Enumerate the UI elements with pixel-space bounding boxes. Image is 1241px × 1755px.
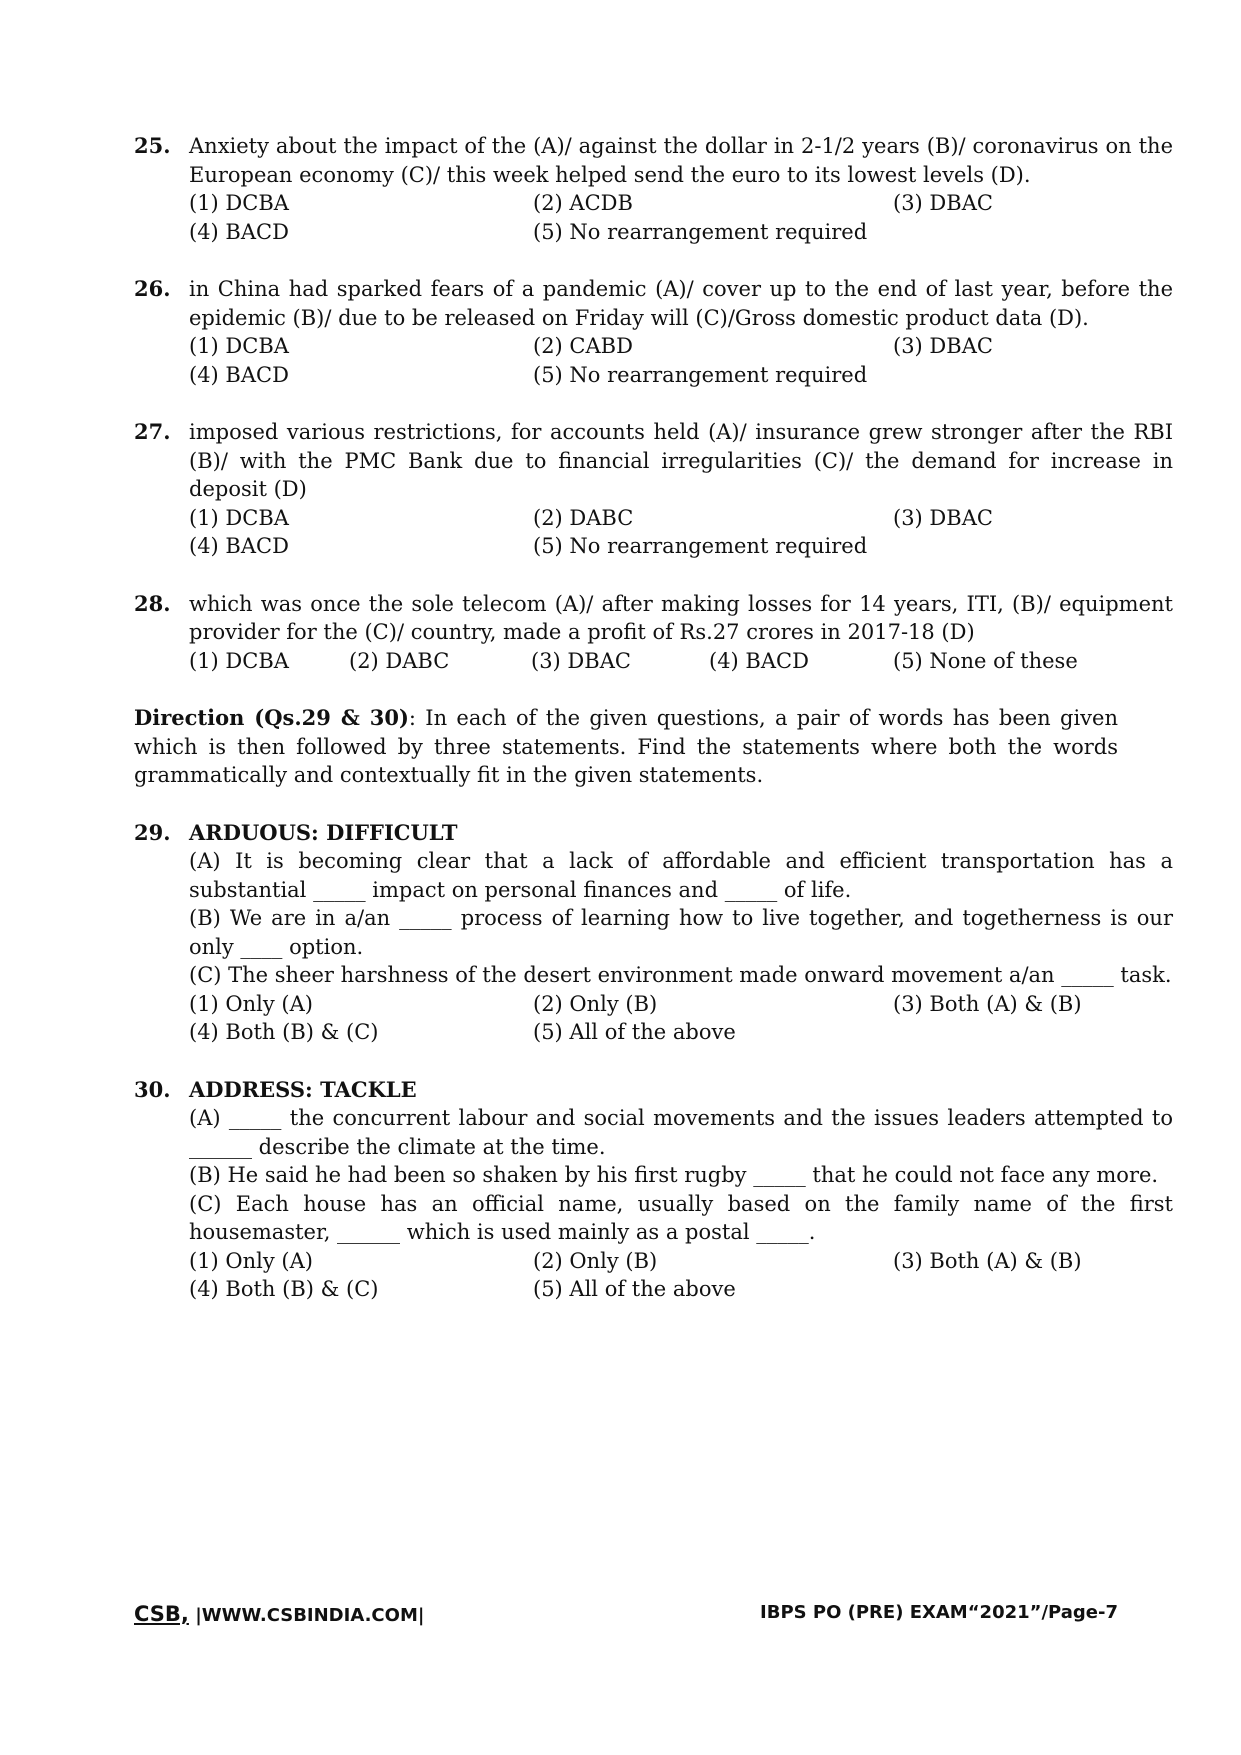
statement: (A) _____ the concurrent labour and social movements and the issues leaders attempted to ______ describe the climate at the time. <box>189 1106 1173 1159</box>
option: (4) Both (B) & (C) <box>189 1020 379 1044</box>
option: (3) DBAC <box>893 191 993 215</box>
question-28 <box>134 590 1173 676</box>
option: (5) All of the above <box>533 1277 736 1301</box>
option: (2) DABC <box>533 505 634 530</box>
option: (5) No rearrangement required <box>533 219 868 244</box>
direction-text <box>134 704 1118 790</box>
question-text: which was once the sole telecom (A)/ after making losses for 14 years, ITI, (B)/ equipment provider for the (C)/ country, made a profit of Rs.27 crores in 2017-18 (D) <box>189 591 1173 644</box>
option: (2) Only (B) <box>533 991 658 1016</box>
word-pair-heading: ARDUOUS: DIFFICULT <box>189 819 458 845</box>
option: (1) DCBA <box>189 191 289 215</box>
option: (5) None of these <box>893 648 1078 673</box>
footer-exam: IBPS PO (PRE) EXAM“2021”/Page-7 <box>760 1602 1118 1623</box>
question-number: 27. <box>134 419 171 444</box>
option: (2) ACDB <box>533 191 633 215</box>
option: (2) Only (B) <box>533 1248 658 1273</box>
option: (5) All of the above <box>533 1020 736 1044</box>
word-pair-heading: ADDRESS: TACKLE <box>189 1076 417 1102</box>
option: (1) DCBA <box>189 505 289 530</box>
question-text: imposed various restrictions, for accounts held (A)/ insurance grew stronger after the RBI (B)/ with the PMC Bank due to financial irregularities (C)/ the demand for increase in deposit (D) <box>189 420 1173 501</box>
option: (3) Both (A) & (B) <box>893 1248 1082 1273</box>
question-number: 26. <box>134 276 171 301</box>
option: (1) Only (A) <box>189 1248 313 1273</box>
statement: (C) Each house has an official name, usually based on the family name of the first housemaster, ______ which is used mainly as a postal _____. <box>189 1191 1173 1244</box>
footer-brand <box>134 1602 424 1626</box>
question-25 <box>134 132 1173 246</box>
direction-label: Direction (Qs.29 & 30) <box>134 705 409 730</box>
option: (4) BACD <box>189 362 289 387</box>
option: (4) BACD <box>189 534 289 558</box>
statement: (A) It is becoming clear that a lack of affordable and efficient transportation has a substantial _____ impact on personal finances and _____ of life. <box>189 849 1173 902</box>
statement: (B) We are in a/an _____ process of learning how to live together, and togetherness is our only ____ option. <box>189 906 1173 959</box>
option: (3) DBAC <box>893 505 993 530</box>
option: (3) DBAC <box>531 648 631 673</box>
question-26 <box>134 275 1173 389</box>
option: (5) No rearrangement required <box>533 362 868 387</box>
options <box>189 189 1173 246</box>
question-text: Anxiety about the impact of the (A)/ against the dollar in 2-1/2 years (B)/ coronavirus on the European economy (C)/ this week helped send the euro to its lowest levels (D). <box>189 134 1173 187</box>
option: (2) DABC <box>349 648 450 673</box>
option: (1) Only (A) <box>189 991 313 1016</box>
statement: (B) He said he had been so shaken by his first rugby _____ that he could not face any more. <box>189 1163 1159 1187</box>
statement: (C) The sheer harshness of the desert environment made onward movement a/an _____ task. <box>189 963 1172 987</box>
options <box>189 504 1173 561</box>
exam-page <box>134 132 1173 1304</box>
option: (3) Both (A) & (B) <box>893 991 1082 1016</box>
option: (2) CABD <box>533 334 633 358</box>
page-footer <box>134 1602 1118 1626</box>
question-number: 25. <box>134 133 171 158</box>
question-number: 28. <box>134 590 171 616</box>
option: (4) BACD <box>709 648 809 673</box>
options <box>189 332 1173 389</box>
question-text: in China had sparked fears of a pandemic (A)/ cover up to the end of last year, before the epidemic (B)/ due to be released on Friday will (C)/Gross domestic product data (D). <box>189 277 1173 330</box>
question-30 <box>134 1076 1173 1304</box>
question-number: 30. <box>134 1076 171 1102</box>
option: (5) No rearrangement required <box>533 534 868 558</box>
footer-site: |WWW.CSBINDIA.COM| <box>188 1605 425 1626</box>
question-number: 29. <box>134 819 171 845</box>
direction-body: : In each of the given questions, a pair of words has been given which is then followed by three statements. Find the statements where both the words grammatically and contextually fit in the given statements. <box>134 706 1118 787</box>
question-27 <box>134 418 1173 561</box>
option: (1) DCBA <box>189 648 289 673</box>
option: (3) DBAC <box>893 334 993 358</box>
question-29 <box>134 819 1173 1047</box>
option: (4) BACD <box>189 219 289 244</box>
options <box>189 990 1173 1047</box>
footer-brand-name: CSB, <box>134 1602 189 1626</box>
option: (4) Both (B) & (C) <box>189 1277 379 1301</box>
options <box>189 647 1173 676</box>
option: (1) DCBA <box>189 334 289 358</box>
options <box>189 1247 1173 1304</box>
